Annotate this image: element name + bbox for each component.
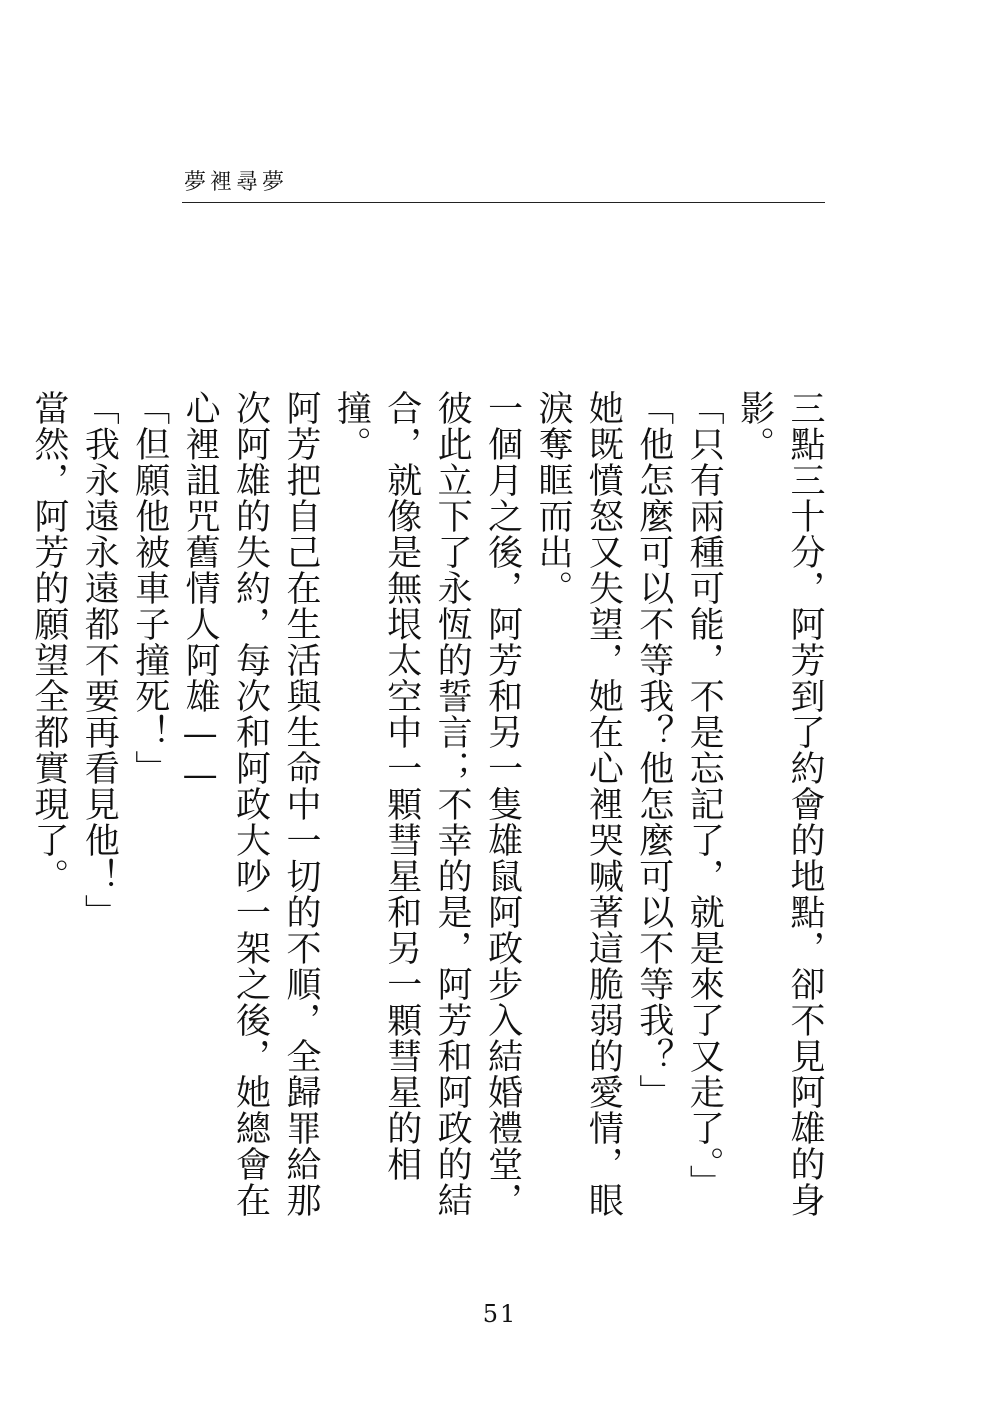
paragraph: 當然，阿芳的願望全都實現了。 — [28, 390, 69, 894]
paragraph: 「但願他被車子撞死！」 — [129, 390, 170, 786]
paragraph: 一個月之後，阿芳和另一隻雄鼠阿政步入結婚禮堂，彼此立下了永恆的誓言；不幸的是，阿芳和阿政的結合，就像是無垠太空中一顆彗星和另一顆彗星的相撞。 — [331, 390, 523, 1218]
page-number: 51 — [482, 1300, 518, 1328]
paragraph: 「他怎麼可以不等我？他怎麼可以不等我？」 — [633, 390, 674, 1110]
paragraph: 「只有兩種可能，不是忘記了，就是來了又走了。」 — [684, 390, 725, 1201]
paragraph: 她既憤怒又失望，她在心裡哭喊著這脆弱的愛情，眼淚奪眶而出。 — [532, 390, 624, 1218]
running-header-title: 夢裡尋夢 — [184, 170, 289, 195]
paragraph: 三點三十分，阿芳到了約會的地點，卻不見阿雄的身影。 — [734, 390, 825, 1218]
body-text — [28, 340, 830, 1220]
paragraph: 「我永遠永遠都不要再看見他！」 — [79, 390, 120, 930]
header-rule — [182, 202, 825, 203]
paragraph: 阿芳把自己在生活與生命中一切的不順，全歸罪給那次阿雄的失約，每次和阿政大吵一架之後，她總會在心裡詛咒舊情人阿雄—— — [180, 390, 321, 1218]
